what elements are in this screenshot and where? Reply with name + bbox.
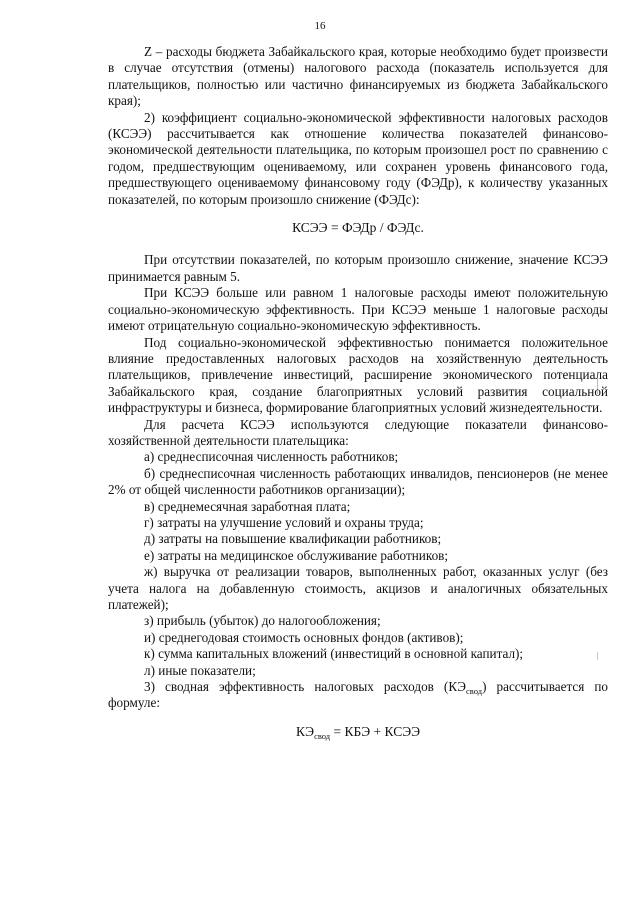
- item3-text-before: 3) сводная эффективность налоговых расходов (КЭ: [144, 679, 466, 695]
- paragraph-indicators-intro: Для расчета КСЭЭ используются следующие показатели финансово-хозяйственной деятельности плательщика:: [108, 416, 608, 448]
- formula-subscript: свод: [314, 730, 331, 741]
- list-item: л) иные показатели;: [144, 662, 256, 678]
- paragraph-ksee-interpretation: При КСЭЭ больше или равном 1 налоговые расходы имеют положительную социально-экономическую эффективность. При КСЭЭ меньше 1 налоговые расходы имеют отрицательную социально-экономическую эффективность.: [108, 285, 608, 334]
- paragraph-ksee-default: При отсутствии показателей, по которым произошло снижение, значение КСЭЭ принимается равным 5.: [108, 252, 608, 284]
- page-number: 16: [314, 20, 326, 32]
- list-item: к) сумма капитальных вложений (инвестиций в основной капитал);: [144, 646, 524, 662]
- list-item: б) среднесписочная численность работающих инвалидов, пенсионеров (не менее 2% от общей численности работников организации);: [108, 465, 608, 498]
- list-item: д) затраты на повышение квалификации работников;: [144, 531, 442, 547]
- list-item: з) прибыль (убыток) до налогообложения;: [144, 613, 381, 629]
- list-item: ж) выручка от реализации товаров, выполненных работ, оказанных услуг (без учета налога на добавленную стоимость, акцизов и аналогичных обязательных платежей);: [108, 564, 608, 612]
- item3-subscript: свод: [466, 686, 483, 697]
- list-item: и) среднегодовая стоимость основных фондов (активов);: [144, 629, 464, 645]
- paragraph-z-definition: Z – расходы бюджета Забайкальского края, которые необходимо будет произвести в случае отсутствия (отмены) налогового расхода (показатель используется для плательщиков, полностью или частично финансируемых из бюджета Забайкальского края);: [108, 44, 608, 109]
- paragraph-ksee-definition: 2) коэффициент социально-экономической эффективности налоговых расходов (КСЭЭ) рассчитывается как отношение количества показателей финансово-экономической деятельности плательщика, по которым произошел рост по сравнению с годом, предшествующим оцениваемому, или сохранен уровень финансового года, предшествующего оцениваемому финансовому году (ФЭДр), к количеству указанных показателей, по которым произошло снижение (ФЭДс):: [108, 109, 608, 207]
- paragraph-efficiency-definition: Под социально-экономической эффективностью понимается положительное влияние предоставленных налоговых расходов на хозяйственную деятельность плательщиков, привлечение инвестиций, расширение экономического потенциала Забайкальского края, создание благоприятных условий развития социальной инфраструктуры и бизнеса, формирование благоприятных условий жизнедеятельности.: [108, 334, 608, 416]
- formula-rhs: = КБЭ + КСЭЭ: [330, 723, 421, 739]
- formula-summary-efficiency: [108, 724, 608, 740]
- list-item: в) среднемесячная заработная плата;: [144, 498, 351, 514]
- paragraph-summary-efficiency: [108, 679, 608, 712]
- list-item: г) затраты на улучшение условий и охраны труда;: [144, 514, 424, 530]
- formula-ksee: КСЭЭ = ФЭДр / ФЭДс.: [292, 220, 424, 236]
- document-body: [108, 44, 608, 756]
- list-item: е) затраты на медицинское обслуживание работников;: [144, 547, 449, 563]
- list-item: а) среднесписочная численность работников;: [144, 449, 399, 465]
- formula-lhs: КЭ: [295, 723, 315, 739]
- item3-text-after: ) рассчитывается по формуле:: [108, 679, 608, 711]
